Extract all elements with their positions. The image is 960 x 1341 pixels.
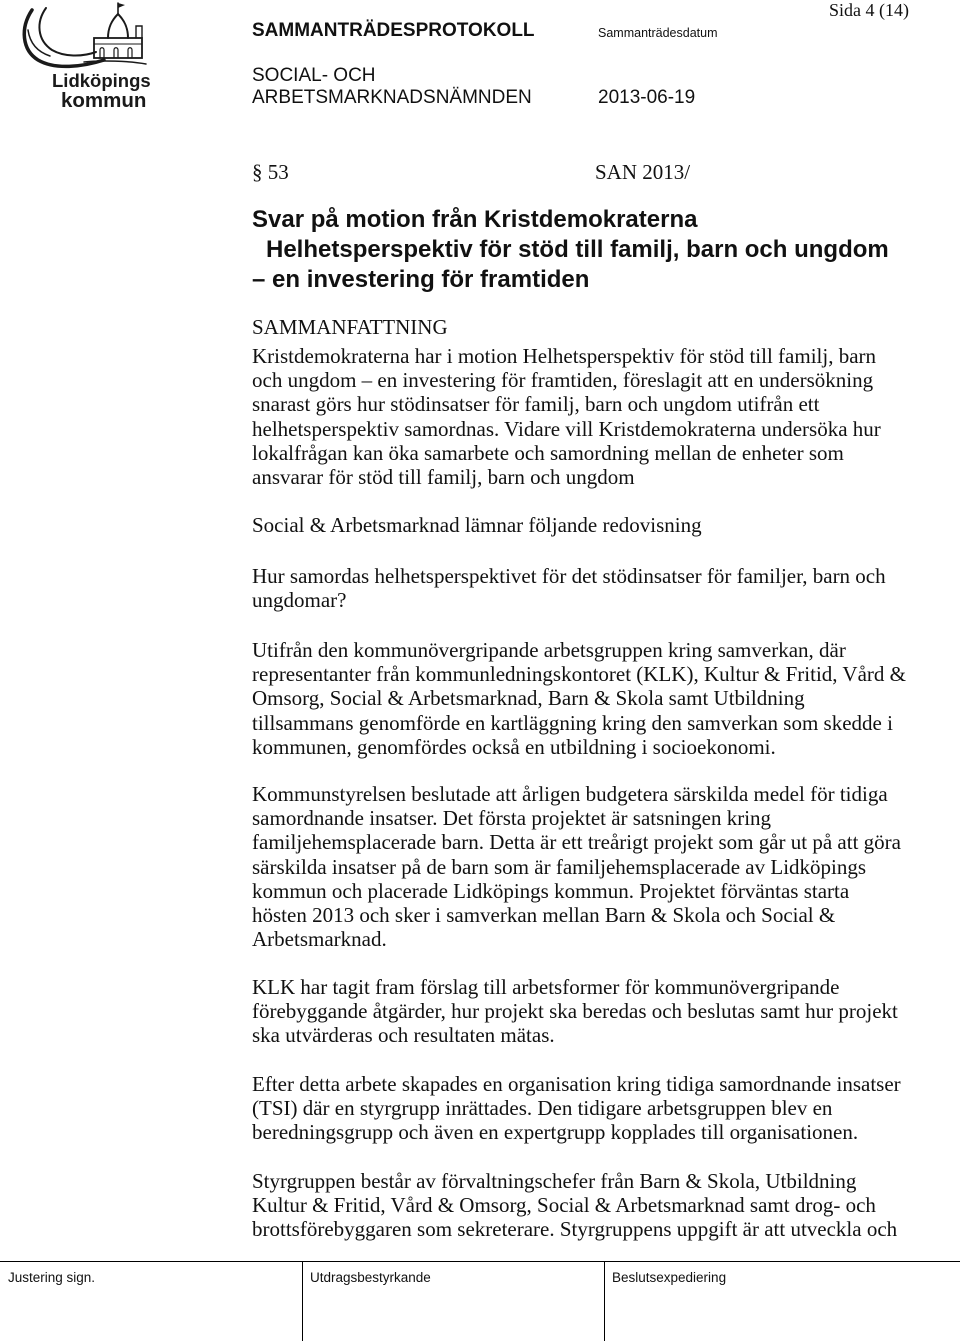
paragraph-question — [252, 564, 886, 612]
paragraph-working-group — [252, 638, 906, 759]
text-line: och ungdom – en investering för framtiden, föreslagit att en undersökning — [252, 368, 874, 393]
text-line: tillsammans genomförde en kartläggning kring den samverkan som skedde i — [252, 710, 893, 735]
text-line: Kultur & Fritid, Vård & Omsorg, Social & Arbetsmarknad samt drog- och — [252, 1193, 876, 1218]
footer-extract-label: Utdragsbestyrkande — [310, 1270, 431, 1285]
text-line: kommun och placerade Lidköpings kommun. Projektet förväntas starta — [252, 878, 850, 903]
text-line: lokalfrågan kan öka samarbete och samordning mellan de enheter som — [252, 440, 844, 465]
text-line: förebyggande åtgärder, hur projekt ska beredas och beslutas samt hur projekt — [252, 999, 898, 1024]
text-line: beredningsgrupp och även en expertgrupp kopplades till organisationen. — [252, 1120, 859, 1145]
paragraph-klk-proposal — [252, 975, 898, 1048]
text-line: familjehemsplacerade barn. Detta är ett treårigt projekt som går ut på att göra — [252, 830, 901, 855]
title-line: Helhetsperspektiv för stöd till familj, barn och ungdom — [266, 236, 889, 263]
footer-dispatch-label: Beslutsexpediering — [612, 1270, 727, 1285]
paragraph-report-intro — [252, 513, 702, 537]
footer-column-divider — [302, 1261, 303, 1341]
case-number: SAN 2013/ — [595, 160, 691, 184]
title-line: Svar på motion från Kristdemokraterna — [252, 206, 698, 233]
text-line: Kristdemokraterna har i motion Helhetsperspektiv för stöd till familj, barn — [252, 344, 877, 368]
paragraph-municipal-board — [252, 782, 901, 951]
text-line: ansvarar för stöd till familj, barn och ungdom — [252, 464, 635, 489]
text-line: (TSI) där en styrgrupp inrättades. Den tidigare arbetsgruppen blev en — [252, 1096, 833, 1121]
text-line: Efter detta arbete skapades en organisation kring tidiga samordnande insatser — [252, 1072, 901, 1096]
text-line: KLK har tagit fram förslag till arbetsformer för kommunövergripande — [252, 975, 840, 999]
meeting-date: 2013-06-19 — [598, 87, 696, 108]
section-paragraph-number: § 53 — [252, 160, 289, 184]
text-line: samordnande insatser. Det första projektet är satsningen kring — [252, 806, 772, 831]
meeting-date-label: Sammanträdesdatum — [598, 26, 718, 40]
document-type: SAMMANTRÄDESPROTOKOLL — [252, 20, 535, 41]
text-line: Social & Arbetsmarknad lämnar följande redovisning — [252, 513, 702, 537]
text-line: hösten 2013 och sker i samverkan mellan Barn & Skola och Social & — [252, 902, 836, 927]
text-line: Omsorg, Social & Arbetsmarknad, Barn & Skola samt Utbildning — [252, 686, 805, 711]
text-line: Styrgruppen består av förvaltningschefer från Barn & Skola, Utbildning — [252, 1169, 857, 1193]
text-line: snarast görs hur stödinsatser för familj, barn och ungdom utifrån ett — [252, 392, 820, 417]
text-line: Utifrån den kommunövergripande arbetsgruppen kring samverkan, där — [252, 638, 846, 662]
text-line: representanter från kommunledningskontoret (KLK), Kultur & Fritid, Vård & — [252, 662, 906, 687]
text-line: ska utvärderas och resultaten mätas. — [252, 1023, 555, 1048]
footer-divider — [0, 1261, 960, 1262]
municipality-logo — [0, 0, 160, 115]
logo-flag — [118, 3, 125, 8]
logo-dome — [108, 14, 128, 38]
page-number: Sida 4 (14) — [829, 0, 909, 20]
text-line: Kommunstyrelsen beslutade att årligen budgetera särskilda medel för tidiga — [252, 782, 888, 806]
text-line: brottsförebyggaren som sekreterare. Styrgruppens uppgift är att utveckla och — [252, 1217, 898, 1242]
committee-name-line2: ARBETSMARKNADSNÄMNDEN — [252, 87, 532, 108]
footer-column-divider — [604, 1261, 605, 1341]
text-line: helhetsperspektiv samordnas. Vidare vill Kristdemokraterna undersöka hur — [252, 416, 881, 441]
logo-text-line1: Lidköpings — [52, 70, 151, 91]
paragraph-steering-group — [252, 1169, 897, 1242]
paragraph-organisation — [252, 1072, 901, 1145]
document-title — [252, 205, 889, 295]
logo-swoosh-inner — [39, 8, 96, 56]
footer-signature-label: Justering sign. — [8, 1270, 96, 1285]
logo-swoosh-outer — [24, 10, 104, 66]
text-line: Hur samordas helhetsperspektivet för det stödinsatser för familjer, barn och — [252, 564, 886, 588]
committee-name-line1: SOCIAL- OCH — [252, 65, 376, 86]
summary-heading: SAMMANFATTNING — [252, 315, 448, 339]
logo-text-line2: kommun — [61, 89, 147, 112]
title-line: – en investering för framtiden — [252, 266, 590, 293]
text-line: särskilda insatser på de barn som är familjehemsplacerade av Lidköpings — [252, 854, 867, 879]
text-line: kommunen, genomfördes också en utbildning i socioekonomi. — [252, 734, 776, 759]
paragraph-motion-summary — [252, 344, 881, 489]
text-line: ungdomar? — [252, 588, 347, 613]
text-line: Arbetsmarknad. — [252, 927, 387, 952]
